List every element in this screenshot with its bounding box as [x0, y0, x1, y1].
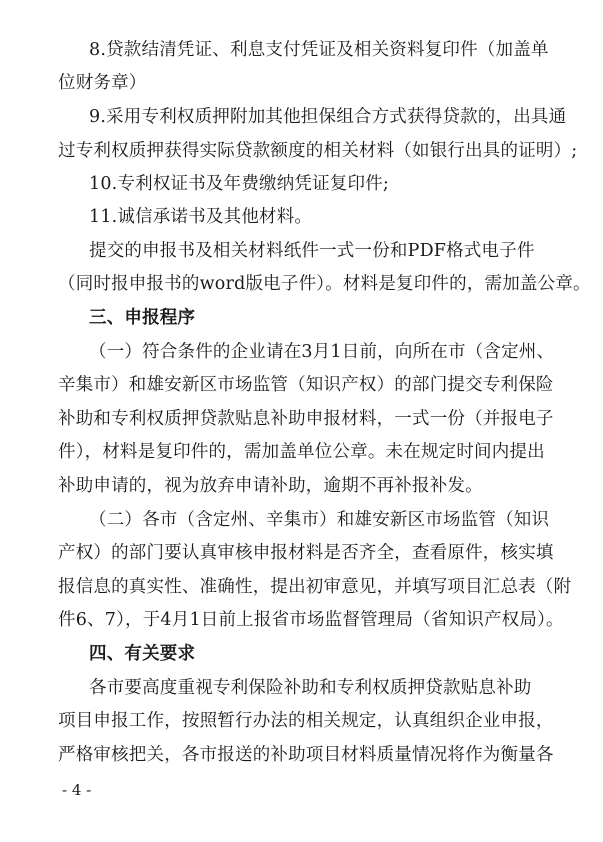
text-line-item-11: 11.诚信承诺书及其他材料。 [89, 207, 313, 227]
text-line-submission-cont: （同时报申报书的word版电子件）。材料是复印件的，需加盖公章。 [58, 274, 591, 294]
text-line-item-9-cont: 过专利权质押获得实际贷款额度的相关材料（如银行出具的证明）; [58, 141, 578, 161]
text-line-procedure-1-cont-3: 件），材料是复印件的，需加盖单位公章。未在规定时间内提出 [58, 442, 545, 462]
text-line-procedure-2-cont-2: 报信息的真实性、准确性，提出初审意见，并填写项目汇总表（附 [58, 577, 572, 597]
text-line-procedure-1-cont-2: 补助和专利权质押贷款贴息补助申报材料，一式一份（并报电子 [58, 409, 554, 429]
section-heading-requirements: 四、有关要求 [89, 644, 196, 664]
text-line-procedure-2-cont-1: 产权）的部门要认真审核申报材料是否齐全，查看原件，核实填 [58, 543, 554, 563]
section-heading-procedure: 三、申报程序 [89, 308, 196, 328]
text-line-procedure-1: （一）符合条件的企业请在3月1日前，向所在市（含定州、 [89, 342, 555, 362]
text-line-requirements-cont-1: 项目申报工作，按照暂行办法的相关规定，认真组织企业申报， [58, 711, 554, 731]
text-line-procedure-1-cont-1: 辛集市）和雄安新区市场监管（知识产权）的部门提交专利保险 [58, 375, 554, 395]
text-line-item-8-cont: 位财务章） [58, 73, 147, 93]
text-line-procedure-1-cont-4: 补助申请的，视为放弃申请补助，逾期不再补报补发。 [58, 476, 483, 496]
text-line-requirements-1: 各市要高度重视专利保险补助和专利权质押贷款贴息补助 [89, 678, 532, 698]
text-line-item-10: 10.专利权证书及年费缴纳凭证复印件; [89, 174, 390, 194]
text-line-procedure-2-cont-3: 件6、7），于4月1日前上报省市场监督管理局（省知识产权局）。 [58, 610, 564, 630]
text-line-item-9: 9.采用专利权质押附加其他担保组合方式获得贷款的，出具通 [89, 107, 567, 127]
text-line-submission: 提交的申报书及相关材料纸件一式一份和PDF格式电子件 [89, 241, 535, 261]
page-number: - 4 - [62, 781, 92, 799]
text-line-procedure-2: （二）各市（含定州、辛集市）和雄安新区市场监管（知识 [89, 510, 550, 530]
text-line-item-8: 8.贷款结清凭证、利息支付凭证及相关资料复印件（加盖单 [89, 40, 549, 60]
text-line-requirements-cont-2: 严格审核把关，各市报送的补助项目材料质量情况将作为衡量各 [58, 745, 554, 765]
